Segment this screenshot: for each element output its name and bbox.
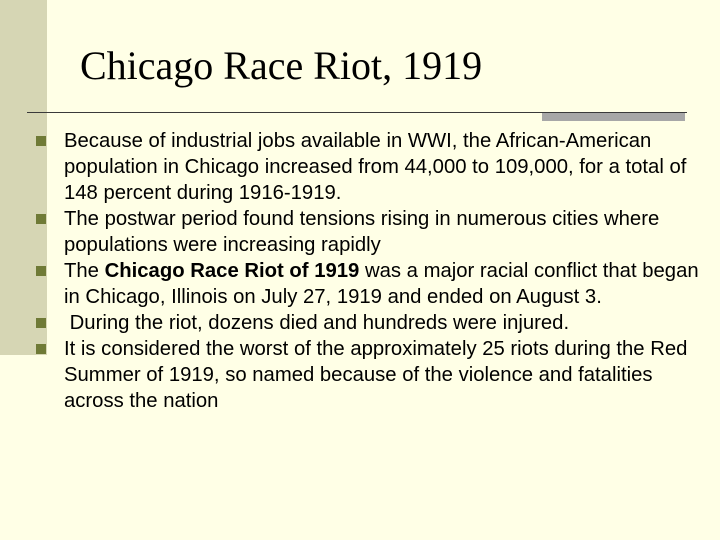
bullet-item xyxy=(35,310,705,336)
square-bullet-icon xyxy=(36,344,46,354)
slide-title: Chicago Race Riot, 1919 xyxy=(80,43,483,88)
square-bullet-icon xyxy=(36,214,46,224)
bullet-item xyxy=(35,336,705,414)
square-bullet-icon xyxy=(36,266,46,276)
bullet-text: Because of industrial jobs available in WWI, the African-American population in Chicago increased from 44,000 to 109,000, for a total of 148 percent during 1916-1919. xyxy=(64,130,687,204)
bullet-text-suffix: was a major racial conflict that began in Chicago, Illinois on July 27, 1919 and ended on August 3. xyxy=(64,260,699,308)
square-bullet-icon xyxy=(36,318,46,328)
square-bullet-icon xyxy=(36,136,46,146)
bullet-text-prefix: The xyxy=(64,260,105,282)
bullet-text: During the riot, dozens died and hundreds were injured. xyxy=(64,312,570,334)
bullet-item xyxy=(35,128,705,206)
title-divider-accent xyxy=(542,113,685,121)
bullet-item xyxy=(35,258,705,310)
bullet-text: The postwar period found tensions rising in numerous cities where populations were increasing rapidly xyxy=(64,208,660,256)
bullet-text-bold: Chicago Race Riot of 1919 xyxy=(104,260,360,282)
bullet-item xyxy=(35,206,705,258)
bullet-text: It is considered the worst of the approximately 25 riots during the Red Summer of 1919, so named because of the violence and fatalities across the nation xyxy=(64,338,688,412)
bullet-list xyxy=(35,128,705,414)
